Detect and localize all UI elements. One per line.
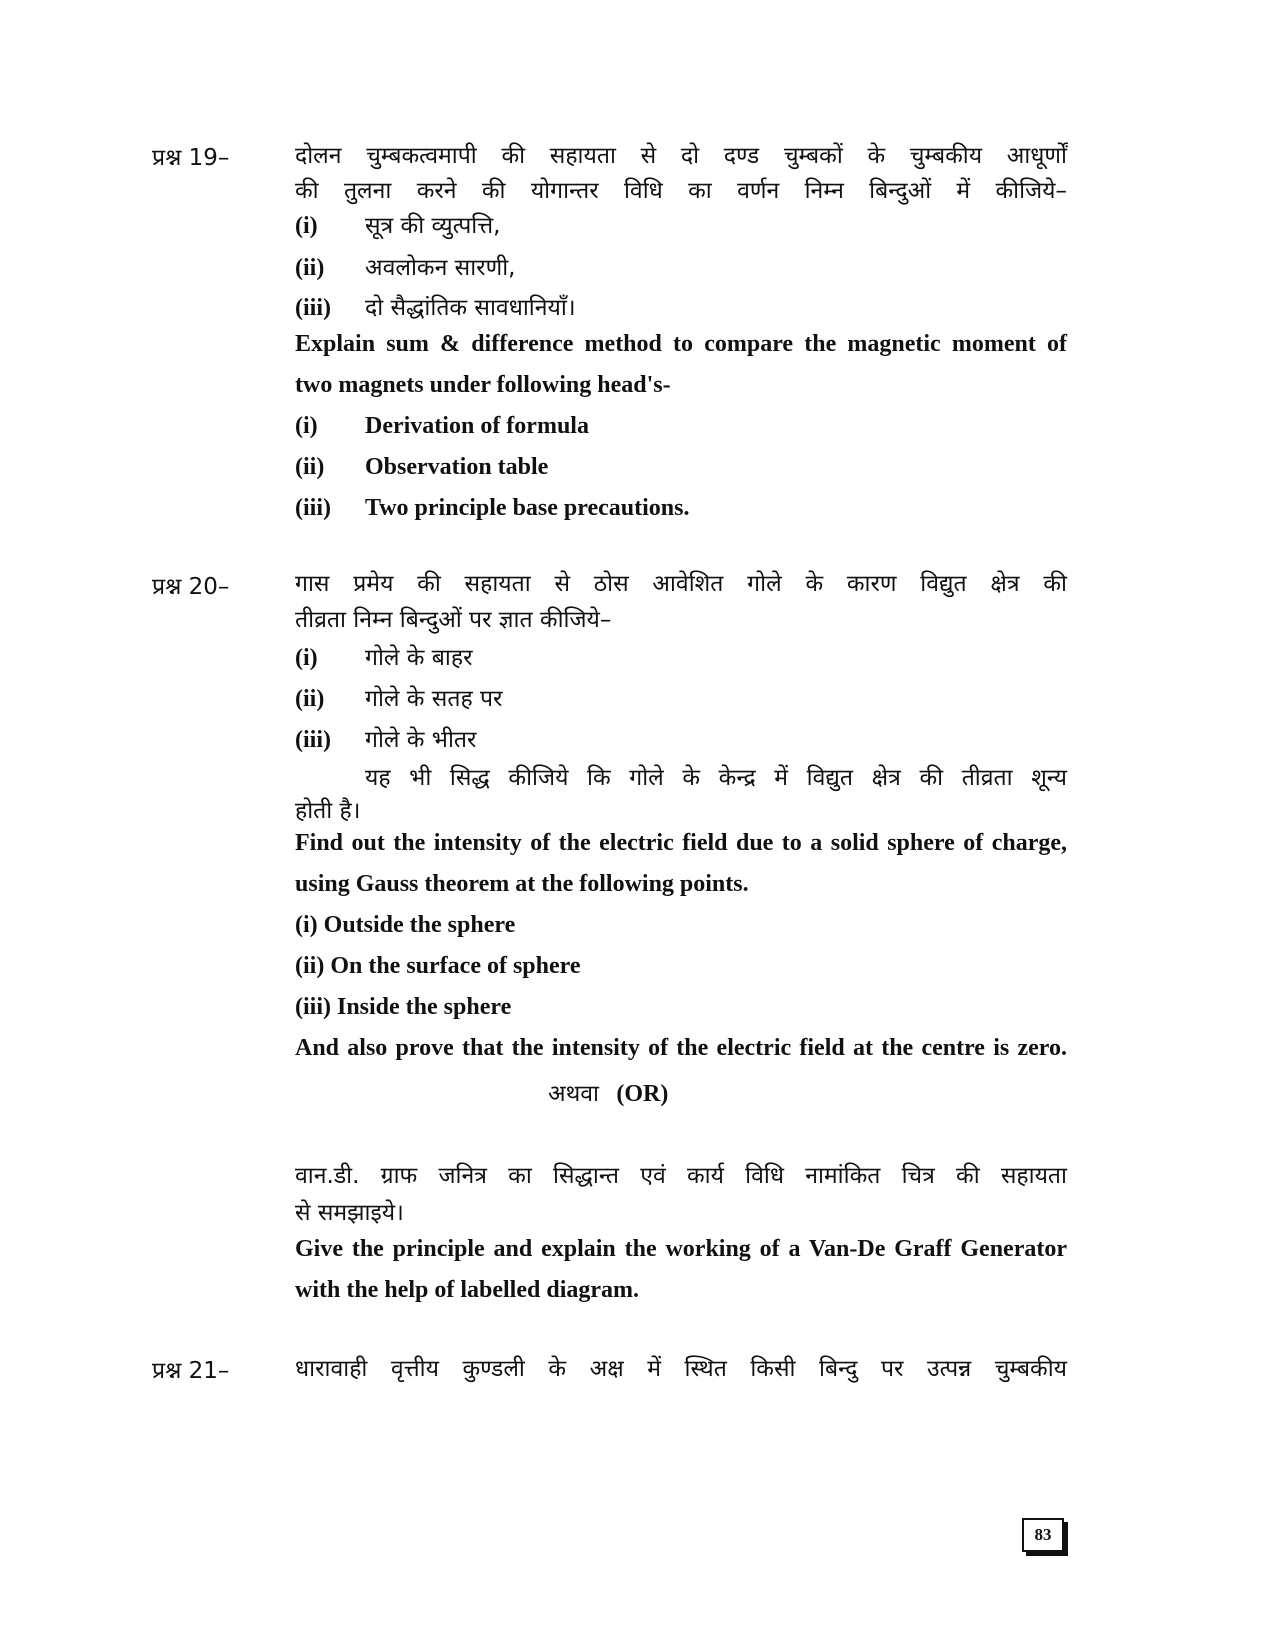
q19-hindi-line-2: की तुलना करने की योगान्तर विधि का वर्णन निम्न बिन्दुओं में कीजिये– [295, 178, 1067, 204]
or-english: (OR) [616, 1081, 669, 1107]
q20-english-line-1: Find out the intensity of the electric field due to a solid sphere of charge, [295, 830, 1067, 856]
q20-english-item-2: (ii) On the surface of sphere [295, 953, 581, 979]
item-text: Derivation of formula [365, 413, 589, 439]
item-number: (ii) [295, 255, 325, 281]
q20-hindi-line-2: तीव्रता निम्न बिन्दुओं पर ज्ञात कीजिये– [295, 607, 612, 633]
q20-alt-hindi-line-1: वान.डी. ग्राफ जनित्र का सिद्धान्त एवं कार्य विधि नामांकित चित्र की सहायता [295, 1163, 1067, 1189]
q20-english-prove: And also prove that the intensity of the electric field at the centre is zero. [295, 1035, 1067, 1061]
q19-hindi-item-1 [295, 208, 1067, 240]
q20-hindi-prove-line-1: यह भी सिद्ध कीजिये कि गोले के केन्द्र में विद्युत क्षेत्र की तीव्रता शून्य [365, 765, 1067, 791]
q20-hindi-item-1 [295, 640, 1067, 672]
q20-alt-english-line-2: with the help of labelled diagram. [295, 1277, 640, 1303]
q20-hindi-prove-line-2: होती है। [295, 798, 361, 824]
or-separator [548, 1076, 748, 1108]
q20-english-line-2: using Gauss theorem at the following points. [295, 871, 749, 897]
q19-hindi-line-1: दोलन चुम्बकत्वमापी की सहायता से दो दण्ड चुम्बकों के चुम्बकीय आधूर्णों [295, 143, 1067, 169]
q19-english-line-1: Explain sum & difference method to compare the magnetic moment of [295, 331, 1067, 357]
item-text: Two principle base precautions. [365, 495, 690, 521]
item-number: (i) [295, 645, 318, 671]
q19-hindi-item-2 [295, 250, 1067, 282]
q20-alt-english-line-1: Give the principle and explain the working of a Van-De Graff Generator [295, 1236, 1067, 1262]
item-number: (iii) [295, 727, 331, 753]
item-number: (ii) [295, 454, 325, 480]
item-text: Observation table [365, 454, 549, 480]
q19-hindi-item-3 [295, 290, 1067, 322]
item-text: अवलोकन सारणी, [365, 255, 516, 281]
question-20-label: प्रश्न 20– [152, 574, 230, 600]
item-text: गोले के बाहर [365, 645, 473, 671]
item-number: (i) [295, 213, 318, 239]
item-text: सूत्र की व्युत्पत्ति, [365, 213, 501, 239]
q19-english-item-3 [295, 495, 1067, 522]
q19-english-item-2 [295, 454, 1067, 481]
q20-english-item-3: (iii) Inside the sphere [295, 994, 512, 1020]
q20-hindi-item-3 [295, 722, 1067, 754]
q19-english-item-1 [295, 413, 1067, 440]
item-number: (ii) [295, 686, 325, 712]
q20-english-item-1: (i) Outside the sphere [295, 912, 516, 938]
q19-english-line-2: two magnets under following head's- [295, 372, 671, 398]
q20-alt-hindi-line-2: से समझाइये। [295, 1200, 404, 1226]
item-text: गोले के भीतर [365, 727, 477, 753]
item-number: (i) [295, 413, 318, 439]
item-text: गोले के सतह पर [365, 686, 503, 712]
q21-hindi-line-1: धारावाही वृत्तीय कुण्डली के अक्ष में स्थित किसी बिन्दु पर उत्पन्न चुम्बकीय [295, 1356, 1067, 1382]
item-number: (iii) [295, 495, 331, 521]
q20-hindi-line-1: गास प्रमेय की सहायता से ठोस आवेशित गोले के कारण विद्युत क्षेत्र की [295, 571, 1067, 597]
question-19-label: प्रश्न 19– [152, 145, 230, 171]
item-number: (iii) [295, 295, 331, 321]
q20-hindi-item-2 [295, 681, 1067, 713]
or-hindi: अथवा [548, 1081, 600, 1107]
page-number: 83 [1022, 1518, 1064, 1552]
question-21-label: प्रश्न 21– [152, 1358, 230, 1384]
item-text: दो सैद्धांतिक सावधानियाँ। [365, 295, 576, 321]
